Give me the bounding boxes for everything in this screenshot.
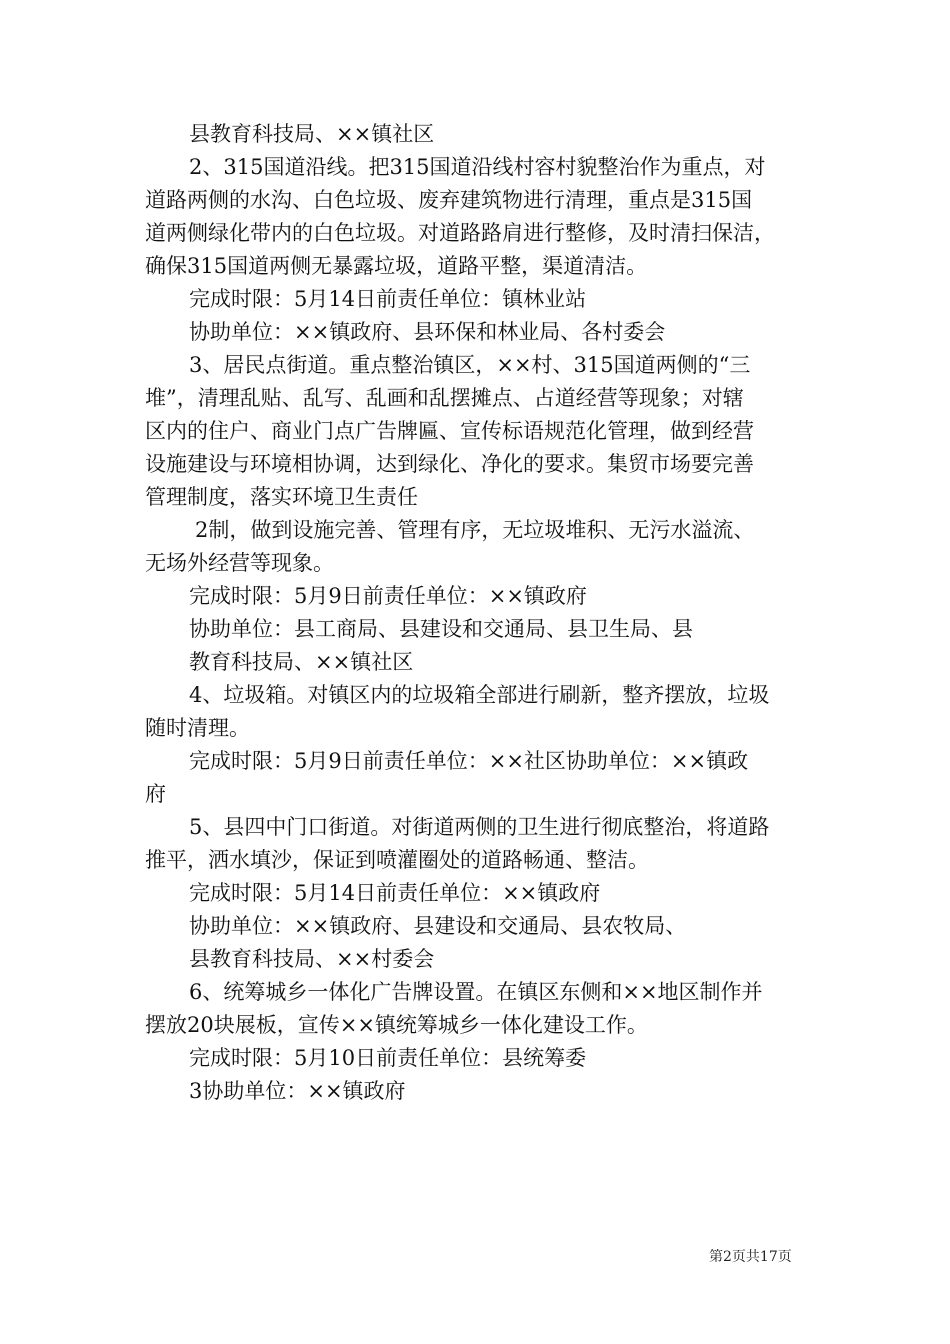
text-line: 协助单位：县工商局、县建设和交通局、县卫生局、县: [189, 617, 693, 641]
text-line: 设施建设与环境相协调，达到绿化、净化的要求。集贸市场要完善: [145, 452, 754, 476]
text-line: 摆放20块展板，宣传××镇统筹城乡一体化建设工作。: [145, 1013, 648, 1037]
text-line: 协助单位：××镇政府、县建设和交通局、县农牧局、: [189, 914, 687, 938]
text-line: 教育科技局、××镇社区: [189, 650, 414, 674]
page-number: 第2页共17页: [709, 1249, 792, 1265]
text-line: 县教育科技局、××镇社区: [189, 122, 435, 146]
text-line: 推平，洒水填沙，保证到喷灌圈处的道路畅通、整洁。: [145, 848, 649, 872]
text-line: 4、垃圾箱。对镇区内的垃圾箱全部进行刷新，整齐摆放，垃圾: [189, 683, 770, 707]
text-line: 府: [145, 782, 166, 806]
text-line: 5、县四中门口街道。对街道两侧的卫生进行彻底整治，将道路: [189, 815, 770, 839]
text-line: 3、居民点街道。重点整治镇区，××村、315国道两侧的“三: [189, 353, 751, 377]
text-line: 区内的住户、商业门点广告牌匾、宣传标语规范化管理，做到经营: [145, 419, 754, 443]
text-line: 随时清理。: [145, 716, 250, 740]
text-line: 管理制度，落实环境卫生责任: [145, 485, 418, 509]
text-line: 完成时限：5月14日前责任单位：××镇政府: [189, 881, 601, 905]
text-line: 完成时限：5月9日前责任单位：××镇政府: [189, 584, 587, 608]
text-line: 协助单位：××镇政府、县环保和林业局、各村委会: [189, 320, 666, 344]
text-line: 完成时限：5月14日前责任单位：镇林业站: [189, 287, 587, 311]
text-line: 确保315国道两侧无暴露垃圾，道路平整，渠道清洁。: [145, 254, 648, 278]
text-line: 2、315国道沿线。把315国道沿线村容村貌整治作为重点，对: [189, 155, 766, 179]
text-line: 道路两侧的水沟、白色垃圾、废弃建筑物进行清理，重点是315国: [145, 188, 753, 212]
text-line: 完成时限：5月10日前责任单位：县统筹委: [189, 1046, 587, 1070]
text-line: 完成时限：5月9日前责任单位：××社区协助单位：××镇政: [189, 749, 749, 773]
text-line: 无场外经营等现象。: [145, 551, 334, 575]
text-line: 道两侧绿化带内的白色垃圾。对道路路肩进行整修，及时清扫保洁，: [145, 221, 775, 245]
text-line: 2制，做到设施完善、管理有序，无垃圾堆积、无污水溢流、: [195, 518, 755, 542]
text-line: 堆”，清理乱贴、乱写、乱画和乱摆摊点、占道经营等现象；对辖: [145, 386, 744, 410]
text-line: 6、统筹城乡一体化广告牌设置。在镇区东侧和××地区制作并: [189, 980, 763, 1004]
text-line: 3协助单位：××镇政府: [189, 1079, 406, 1103]
text-line: 县教育科技局、××村委会: [189, 947, 435, 971]
document-body: [145, 118, 835, 1108]
